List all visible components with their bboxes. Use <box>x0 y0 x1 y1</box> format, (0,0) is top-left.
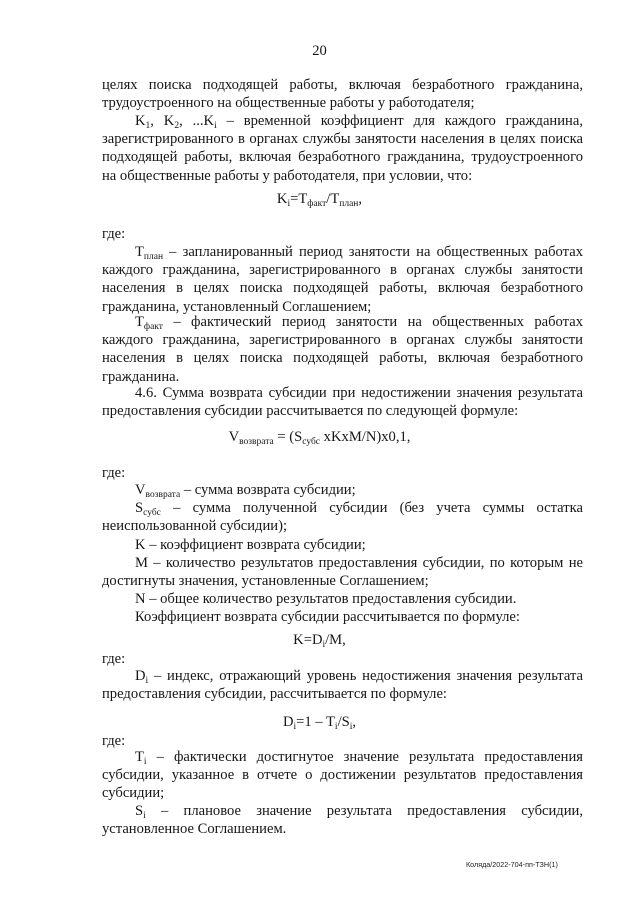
definition-si: $S_i$ – плановое значение результата предоставления субсидии, установленное Соглашением. <box>102 803 583 838</box>
formula-di: $D_i=1 - T_i/S_i$, <box>282 714 357 732</box>
page-number: 20 <box>312 43 327 59</box>
paragraph-ki-definition <box>102 112 583 185</box>
symbol: , ...K <box>179 113 215 129</box>
definition-tplan: $T_{план}$ – запланированный период занятости на общественных работах каждого гражданина, зарегистрированного в органах службы занятости населения в целях поиска подходящей работы, включая безработного гражданина, установленный Соглашением; <box>102 244 583 315</box>
paragraph-4-6: 4.6. Сумма возврата субсидии при недостижении значения результата предоставления субсидии рассчитывается по следующей формуле: <box>102 385 583 420</box>
coefficient-intro: Коэффициент возврата субсидии рассчитывается по формуле: <box>135 609 520 626</box>
definition-di: $D_i$ – индекс, отражающий уровень недостижения значения результата предоставления субсидии, рассчитывается по формуле: <box>102 668 583 703</box>
formula-k: $K=D_i/M$, <box>293 632 346 650</box>
where-label: где: <box>102 733 126 749</box>
subscript: i <box>214 121 217 131</box>
definition-s: $S_{субс}$ – сумма полученной субсидии (без учета суммы остатка неиспользованной субсидии); <box>102 500 583 535</box>
subscript: 2 <box>174 121 180 131</box>
where-label: где: <box>102 651 126 667</box>
symbol: K <box>135 113 146 129</box>
definition-tfakt: $T_{факт}$ – фактический период занятости на общественных работах каждого гражданина, зарегистрированного в органах службы занятости населения в целях поиска подходящей работы, включая безработного гражданина. <box>102 314 583 385</box>
subscript: 1 <box>145 121 151 131</box>
paragraph-text: целях поиска подходящей работы, включая безработного гражданина, трудоустроенного на общественные работы у работодателя; <box>102 77 583 112</box>
definition-v: $V_{возврата}$ – сумма возврата субсидии; <box>135 482 356 500</box>
paragraph-continuation <box>102 76 583 112</box>
definition-m: M – количество результатов предоставления субсидии, по которым не достигнуты значения, установленные Соглашением; <box>102 554 583 590</box>
document-footer-code: Коляда/2022-704-пп-ТЗН(1) <box>466 860 558 869</box>
where-label: где: <box>102 465 126 481</box>
definition-n: N – общее количество результатов предоставления субсидии. <box>135 591 517 608</box>
formula-ki: $K_i=T_{факт}/T_{план}$, <box>276 191 363 209</box>
formula-v-return: $V_{возврата} = (S_{субс}$ xKxM/N)x0,1, <box>228 429 411 447</box>
definition-k: K – коэффициент возврата субсидии; <box>135 536 366 553</box>
symbol: , K <box>150 113 175 129</box>
paragraph-text <box>102 112 583 185</box>
where-label: где: <box>102 226 126 242</box>
definition-text: – временной коэффициент для каждого гражданина, зарегистрированного в органах службы занятости населения в целях поиска подходящей работы, включая безработного гражданина, трудоустроенного на общественные работы у работодателя, при условии, что: <box>102 113 583 184</box>
definition-ti: $T_i$ – фактически достигнутое значение результата предоставления субсидии, указанное в отчете о достижении результатов предоставления субсидии; <box>102 749 583 802</box>
definitions-list <box>102 481 583 627</box>
